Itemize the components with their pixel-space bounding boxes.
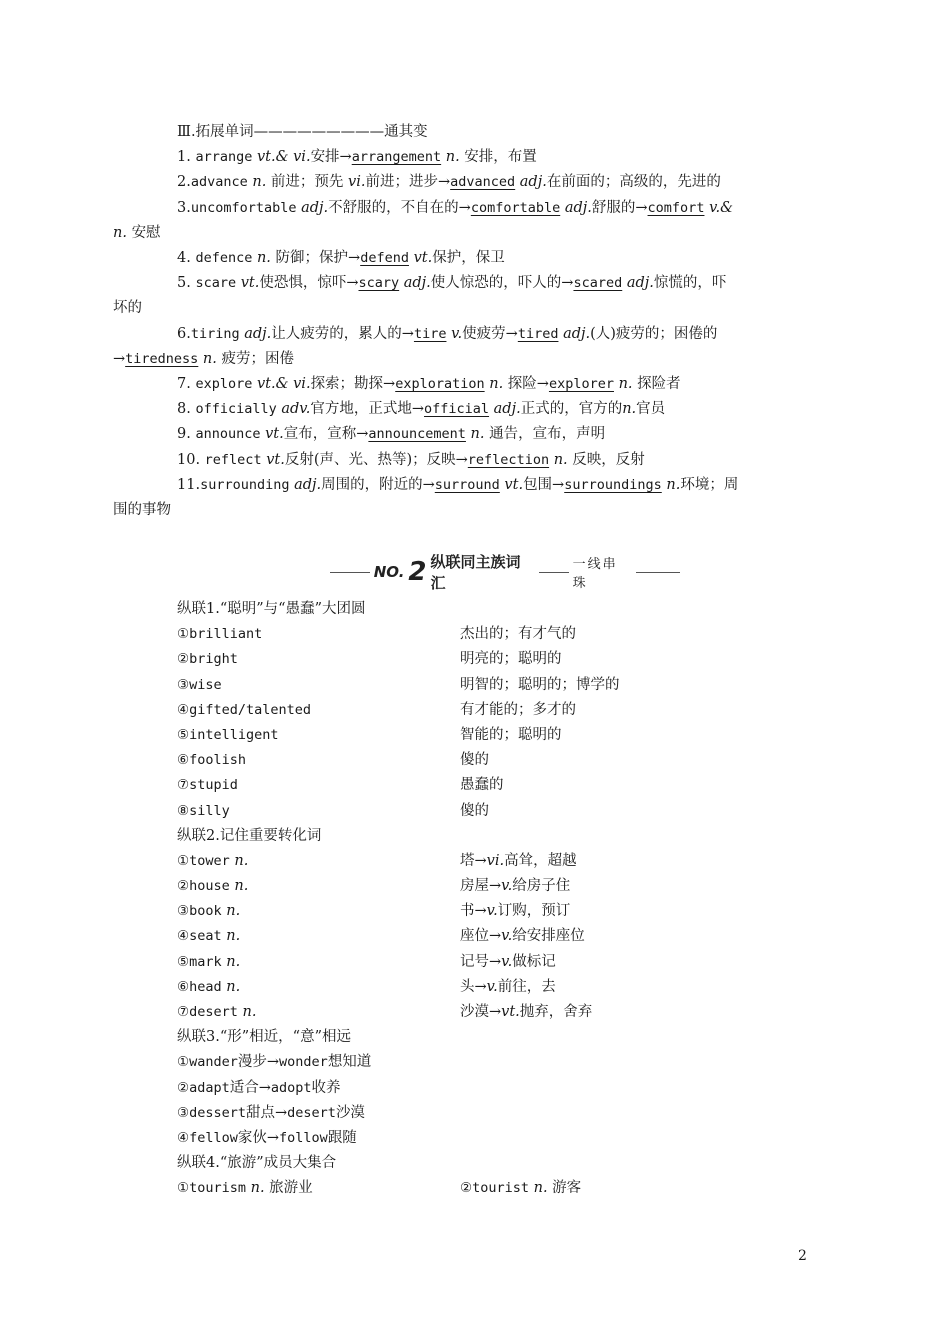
page-number: 2	[798, 1248, 807, 1264]
group3-title: 纵联3.“形”相近，“意”相远	[177, 1029, 351, 1046]
section-heading: Ⅲ.拓展单词—————————通其变	[177, 124, 428, 140]
banner-subtitle: 一线串珠	[572, 557, 618, 591]
list-item: ③wise 明智的；聪明的；博学的	[177, 676, 620, 693]
list-item: ④seat n. 座位→v.给安排座位	[177, 928, 585, 945]
list-item: ⑥foolish 傻的	[177, 752, 489, 769]
list-item: ①brilliant 杰出的；有才气的	[177, 626, 576, 643]
vocab-item-1: 1. arrange vt.& vi.安排→arrangement n. 安排，布置	[177, 149, 537, 166]
group1-title: 纵联1.“聪明”与“愚蠢”大团圆	[177, 601, 366, 617]
banner-number: 2	[408, 557, 427, 587]
vocab-item-4: 4. defence n. 防御；保护→defend vt.保护，保卫	[177, 249, 505, 266]
banner-mid-rule	[539, 572, 569, 573]
list-item: ⑥head n. 头→v.前往，去	[177, 978, 556, 995]
vocab-item-3: 3.uncomfortable adj.不舒服的，不自在的→comfortable adj.舒服的→comfort v.& n. 安慰	[113, 199, 734, 241]
list-item: ⑦stupid 愚蠢的	[177, 777, 504, 794]
banner-left-rule	[330, 572, 370, 573]
vocab-item-7: 7. explore vt.& vi.探索；勘探→exploration n. 探险→explorer n. 探险者	[177, 375, 681, 392]
banner-no: NO.	[373, 563, 405, 581]
list-item: ②house n. 房屋→v.给房子住	[177, 878, 571, 895]
banner-right-rule	[636, 572, 680, 573]
vocab-item-9: 9. announce vt.宣布，宣称→announcement n. 通告，宣布，声明	[177, 426, 606, 443]
list-item: ⑧silly 傻的	[177, 802, 489, 819]
list-item: ①tower n. 塔→vi.高耸，超越	[177, 852, 577, 869]
section-banner	[330, 553, 680, 592]
vocab-item-10: 10. reflect vt.反射(声、光、热等)；反映→reflection n. 反映，反射	[177, 451, 645, 468]
group2-title: 纵联2.记住重要转化词	[177, 827, 322, 844]
vocab-item-5: 5. scare vt.使恐惧，惊吓→scary adj.使人惊恐的，吓人的→scared adj.惊慌的，吓 坏的	[113, 275, 727, 317]
list-item: ③book n. 书→v.订购，预订	[177, 903, 571, 920]
list-item: ②bright 明亮的；聪明的	[177, 651, 562, 668]
banner-title: 纵联同主族词汇	[430, 553, 521, 592]
vocab-item-2: 2.advance n. 前进；预先 vi.前进；进步→advanced adj.在前面的；高级的，先进的	[177, 174, 721, 191]
vocab-item-6: 6.tiring adj.让人疲劳的，累人的→tire v.使疲劳→tired adj.(人)疲劳的；困倦的 →tiredness n. 疲劳；困倦	[113, 325, 718, 367]
list-item: ⑦desert n. 沙漠→vt.抛弃，舍弃	[177, 1004, 593, 1020]
list-item: ⑤intelligent 智能的；聪明的	[177, 726, 562, 743]
list-item: ③dessert甜点→desert沙漠	[177, 1104, 365, 1121]
list-item: ①tourism n. 旅游业 ②tourist n. 游客	[177, 1180, 582, 1197]
list-item: ④gifted/talented 有才能的；多才的	[177, 701, 576, 718]
vertical-groups	[145, 597, 810, 1202]
section-expand-words	[113, 120, 810, 523]
list-item: ①wander漫步→wonder想知道	[177, 1054, 372, 1071]
list-item: ②adapt适合→adopt收养	[177, 1079, 341, 1096]
list-item: ④fellow家伙→follow跟随	[177, 1129, 357, 1146]
group4-title: 纵联4.“旅游”成员大集合	[177, 1155, 337, 1172]
vocab-item-8: 8. officially adv.官方地，正式地→official adj.正式的，官方的n.官员	[177, 401, 666, 418]
vocab-item-11: 11.surrounding adj.周围的，附近的→surround vt.包围→surroundings n.环境；周 围的事物	[113, 476, 739, 518]
list-item: ⑤mark n. 记号→v.做标记	[177, 953, 556, 970]
